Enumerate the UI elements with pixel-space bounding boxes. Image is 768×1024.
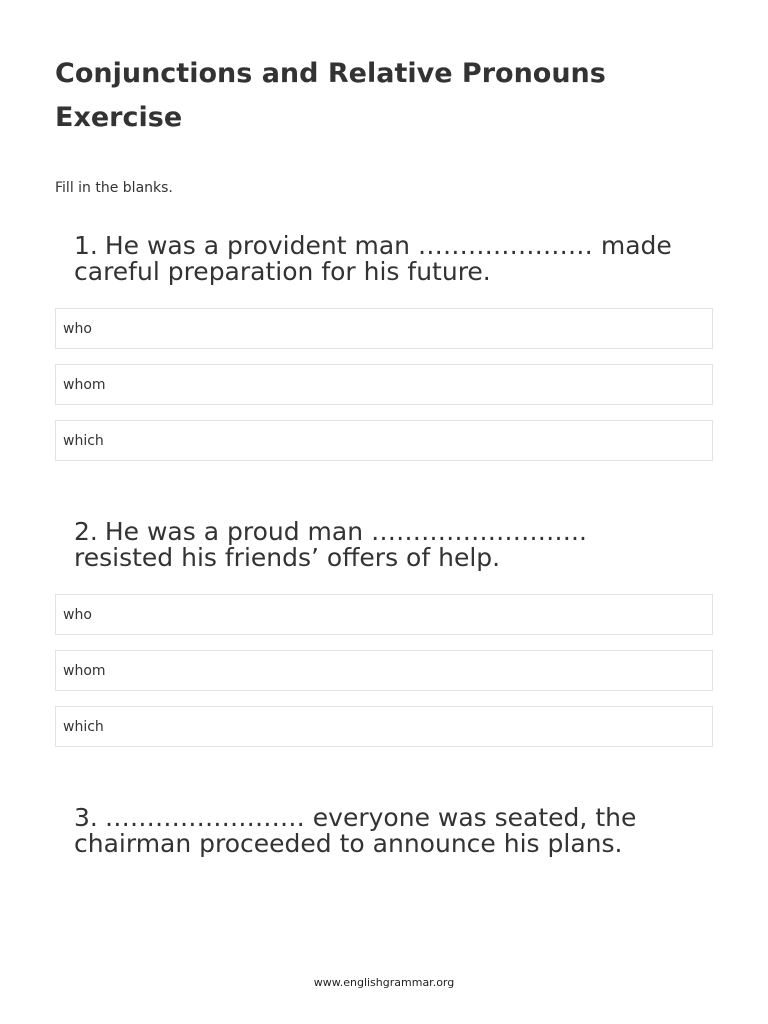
question-number: 3. <box>74 803 98 832</box>
answer-option-whom[interactable]: whom <box>55 364 713 405</box>
footer-site-url: www.englishgrammar.org <box>313 976 455 989</box>
instructions: Fill in the blanks. <box>55 180 173 196</box>
answer-option-whom[interactable]: whom <box>55 650 713 691</box>
question-1 <box>55 233 713 461</box>
question-sentence: He was a proud man …………………….. resisted his friends’ offers of help. <box>74 517 587 572</box>
question-sentence: He was a provident man ………………… made careful preparation for his future. <box>74 231 672 286</box>
worksheet <box>55 52 713 880</box>
answer-option-who[interactable]: who <box>55 308 713 349</box>
page-title: Conjunctions and Relative Pronouns Exercise <box>55 58 606 133</box>
question-sentence: …………………… everyone was seated, the chairman proceeded to announce his plans. <box>74 803 637 858</box>
question-number: 1. <box>74 231 98 260</box>
answer-option-who[interactable]: who <box>55 594 713 635</box>
question-text <box>74 805 713 857</box>
question-text <box>74 233 713 285</box>
answer-option-which[interactable]: which <box>55 706 713 747</box>
question-2 <box>55 519 713 747</box>
question-3 <box>55 805 713 857</box>
question-text <box>74 519 713 571</box>
question-number: 2. <box>74 517 98 546</box>
answer-option-which[interactable]: which <box>55 420 713 461</box>
